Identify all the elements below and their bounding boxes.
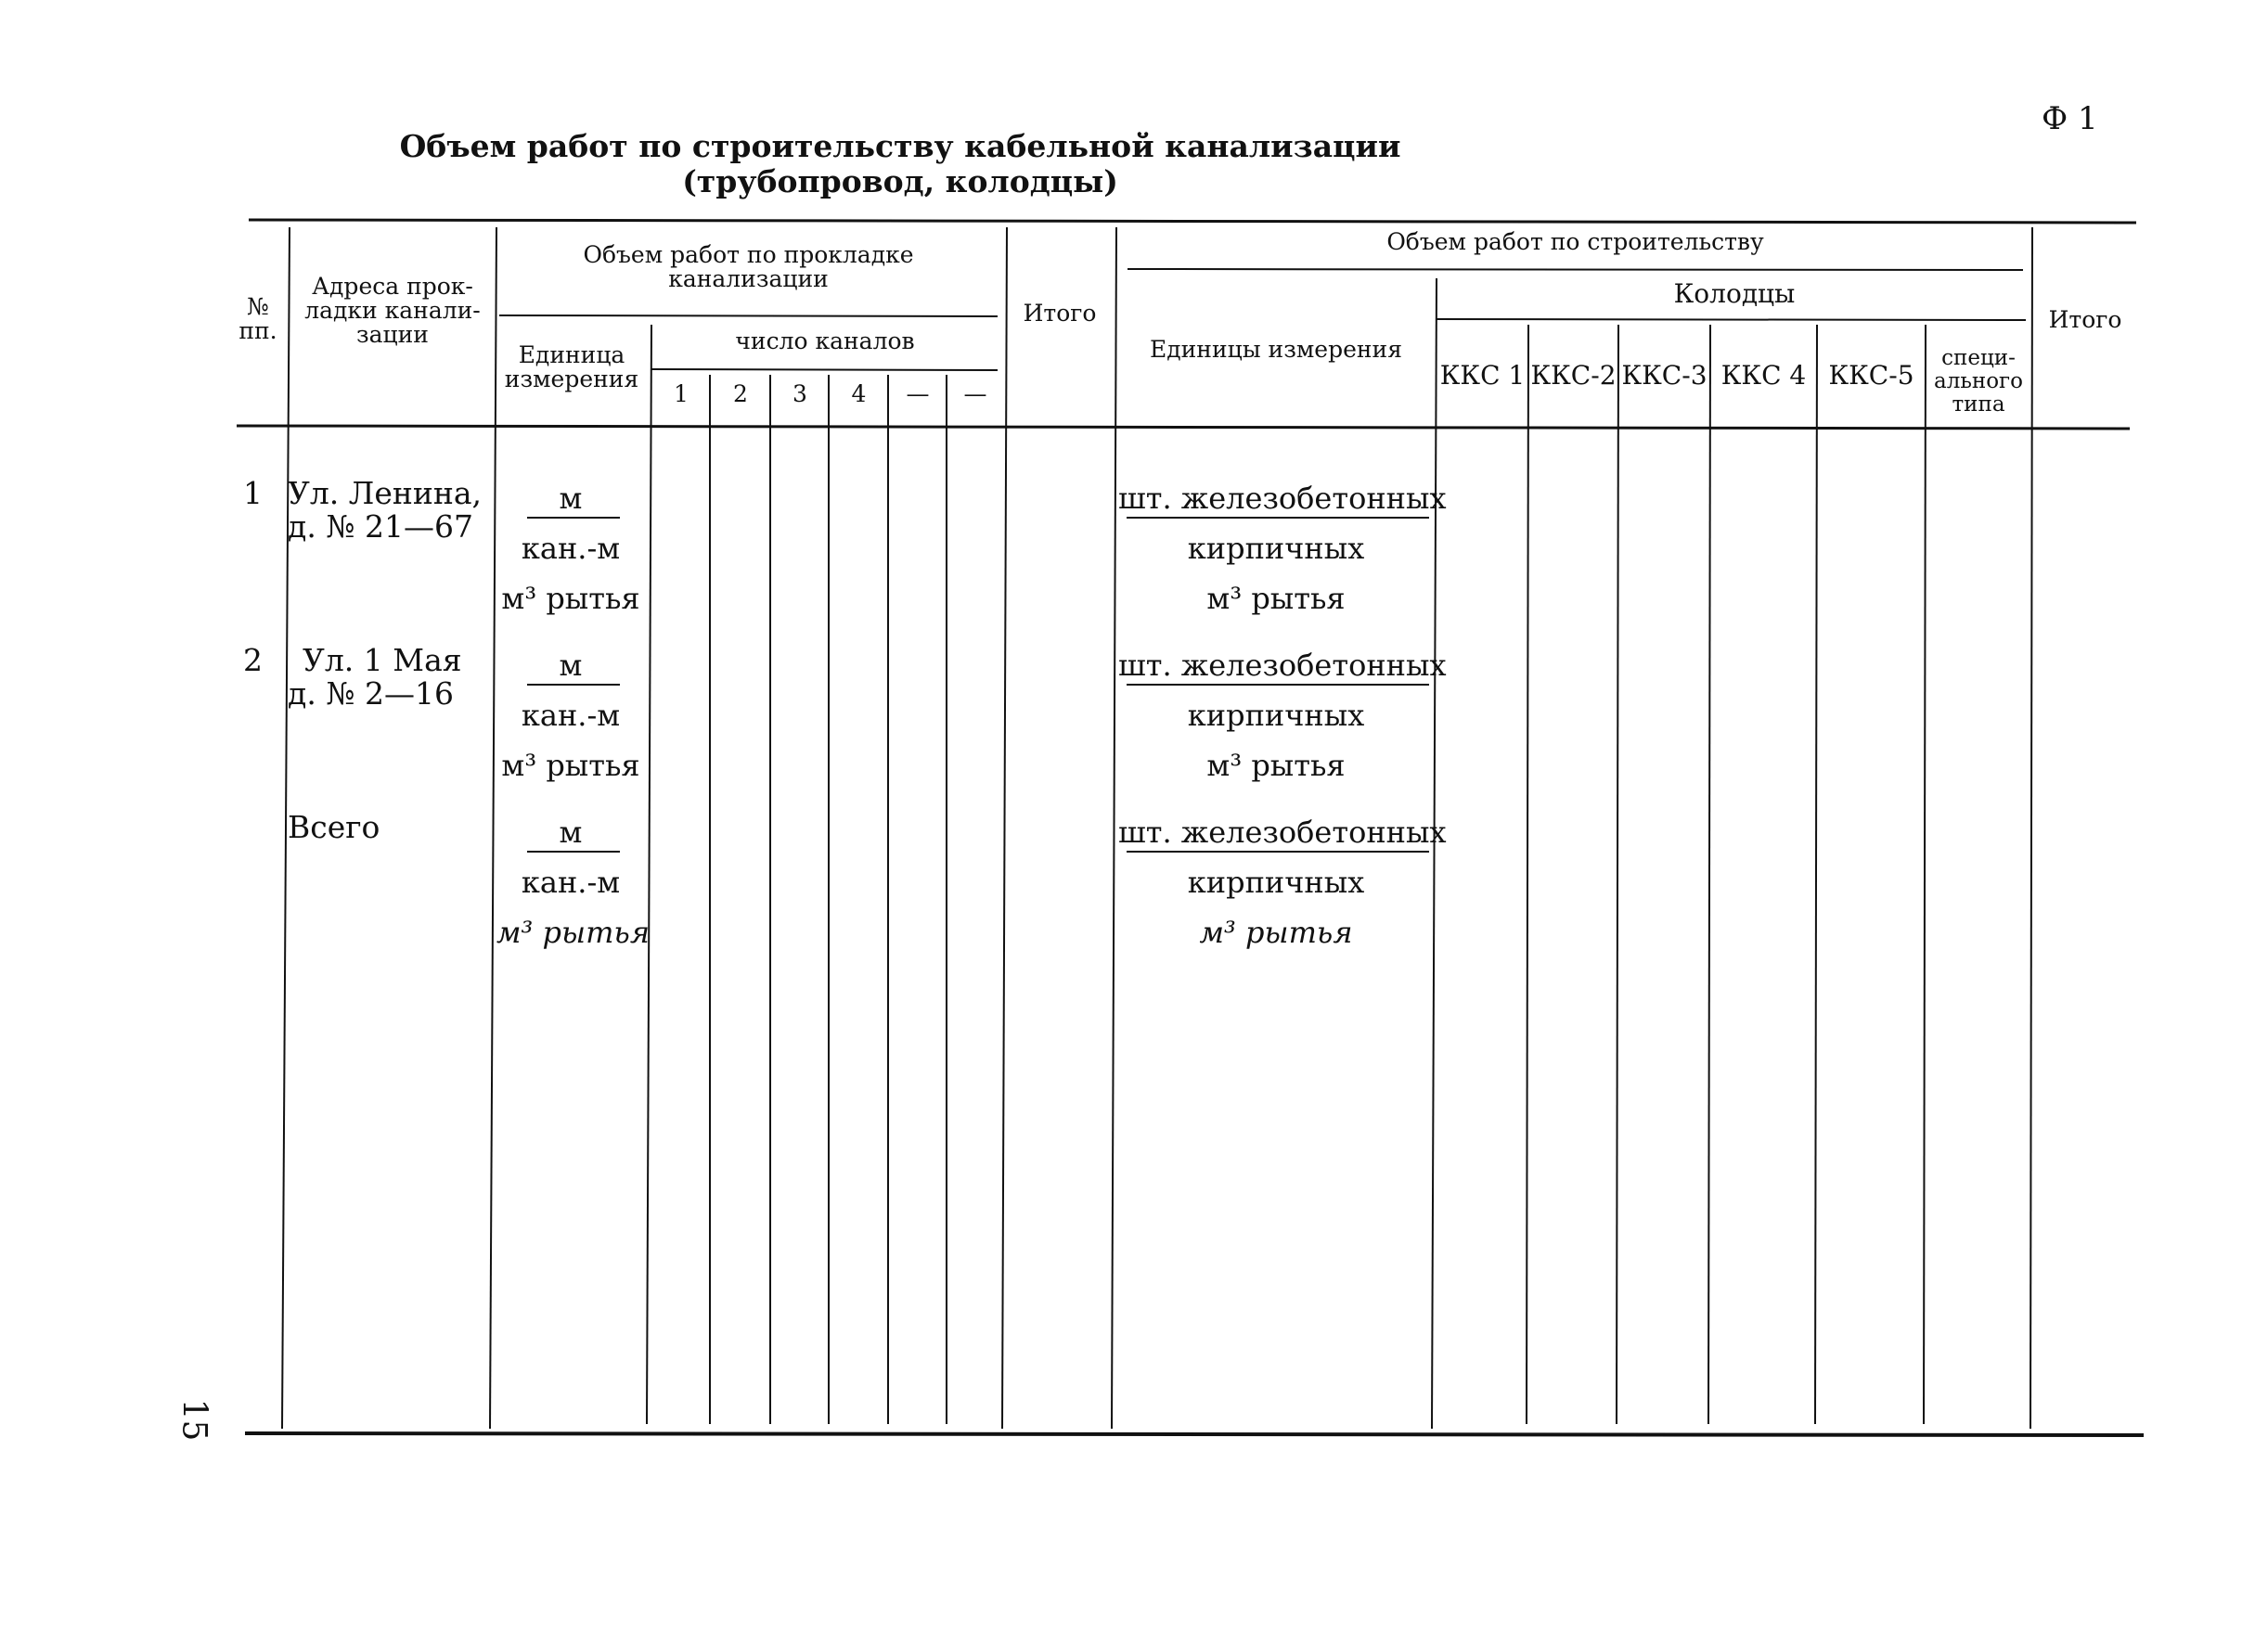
row-1-num: 1 bbox=[243, 475, 263, 511]
header-channel-5: — bbox=[906, 380, 930, 407]
col-divider-units bbox=[1112, 227, 1116, 1429]
header-address-line: Адреса прок- bbox=[312, 273, 473, 300]
row-1-well-unit-m3: м³ рытья bbox=[1206, 581, 1346, 616]
page-number: 15 bbox=[174, 1398, 213, 1442]
page-subtitle: (трубопровод, колодцы) bbox=[682, 163, 1118, 199]
row-2-address-line: Ул. 1 Мая bbox=[303, 642, 462, 678]
laying-subrule bbox=[499, 315, 998, 316]
total-unit-m3: м³ рытья bbox=[496, 915, 651, 950]
row-1-address-line: д. № 21—67 bbox=[288, 508, 473, 545]
col-divider-total1 bbox=[1002, 227, 1007, 1429]
form-code: Ф 1 bbox=[2042, 100, 2098, 137]
header-laying-group bbox=[499, 243, 998, 291]
well-divider bbox=[1527, 325, 1528, 1424]
total-well-unit-m3: м³ рытья bbox=[1199, 915, 1353, 950]
total-unit-kanm: кан.-м bbox=[521, 865, 621, 900]
header-well-kks4: ККС 4 bbox=[1720, 360, 1807, 391]
row-2-well-unit-rc: шт. железобетонных bbox=[1118, 648, 1447, 683]
bottom-rule bbox=[245, 1433, 2144, 1435]
header-construction-group: Объем работ по строительству bbox=[1386, 228, 1764, 255]
header-units: Единицы измерения bbox=[1150, 336, 1402, 363]
row-2-num: 2 bbox=[243, 642, 263, 678]
header-unit bbox=[494, 343, 650, 391]
header-address bbox=[293, 275, 492, 347]
col-divider-wells-start bbox=[1432, 278, 1437, 1429]
header-channel-6: — bbox=[963, 380, 987, 407]
header-bottom-rule bbox=[237, 426, 2130, 429]
row-2-unit-m: м bbox=[559, 648, 583, 683]
header-wells-group: Колодцы bbox=[1673, 278, 1796, 309]
row-1-address-line: Ул. Ленина, bbox=[288, 475, 483, 511]
header-laying-line: канализации bbox=[668, 265, 829, 292]
row-1-unit-kanm: кан.-м bbox=[521, 531, 621, 566]
header-total-1: Итого bbox=[1023, 300, 1097, 327]
col-divider-unit bbox=[647, 325, 651, 1424]
header-laying-line: Объем работ по прокладке bbox=[583, 241, 914, 268]
header-num: № пп. bbox=[238, 293, 277, 344]
header-well-kks5: ККС-5 bbox=[1828, 360, 1914, 391]
page-title: Объем работ по строительству кабельной канализации bbox=[399, 128, 1401, 164]
header-special-line: специ- bbox=[1941, 346, 2016, 370]
well-divider bbox=[1924, 325, 1926, 1424]
total-well-unit-rc: шт. железобетонных bbox=[1118, 815, 1447, 850]
total-well-unit-brick: кирпичных bbox=[1187, 865, 1365, 900]
header-channel-2: 2 bbox=[733, 380, 748, 407]
header-special bbox=[1927, 347, 2030, 417]
header-address-line: ладки канали- bbox=[304, 297, 481, 324]
header-channel-3: 3 bbox=[793, 380, 807, 407]
header-well-kks1: ККС 1 bbox=[1439, 360, 1526, 391]
well-divider bbox=[1815, 325, 1817, 1424]
top-rule bbox=[249, 220, 2136, 223]
header-address-line: зации bbox=[356, 321, 429, 348]
row-1-well-unit-rc: шт. железобетонных bbox=[1118, 481, 1447, 516]
wells-subrule bbox=[1437, 319, 2026, 320]
row-2-well-unit-brick: кирпичных bbox=[1187, 698, 1365, 733]
row-1-unit-m3: м³ рытья bbox=[501, 581, 640, 616]
construction-subrule bbox=[1128, 269, 2023, 270]
col-divider-total2 bbox=[2030, 227, 2032, 1429]
row-2-address-line: д. № 2—16 bbox=[288, 675, 455, 712]
header-channel-1: 1 bbox=[674, 380, 689, 407]
row-2-address bbox=[288, 644, 462, 711]
row-1-well-unit-brick: кирпичных bbox=[1187, 531, 1365, 566]
header-well-kks3: ККС-3 bbox=[1621, 360, 1707, 391]
header-special-line: типа bbox=[1952, 392, 2005, 417]
row-2-well-unit-m3: м³ рытья bbox=[1206, 748, 1346, 783]
header-special-line: ального bbox=[1934, 369, 2023, 393]
total-label: Всего bbox=[288, 809, 380, 845]
header-unit-line: измерения bbox=[504, 366, 639, 392]
header-unit-line: Единица bbox=[518, 341, 625, 368]
col-divider-address bbox=[490, 227, 496, 1429]
row-2-unit-kanm: кан.-м bbox=[521, 698, 621, 733]
header-channels-group: число каналов bbox=[735, 327, 915, 354]
total-unit-m: м bbox=[559, 815, 583, 850]
channels-subrule bbox=[651, 369, 998, 370]
well-divider bbox=[1708, 325, 1710, 1424]
header-total-2: Итого bbox=[2048, 306, 2122, 333]
row-1-address bbox=[288, 477, 482, 544]
header-well-kks2: ККС-2 bbox=[1530, 360, 1617, 391]
row-2-unit-m3: м³ рытья bbox=[501, 748, 640, 783]
row-1-unit-m: м bbox=[559, 481, 583, 516]
well-divider bbox=[1617, 325, 1618, 1424]
header-channel-4: 4 bbox=[851, 380, 867, 407]
